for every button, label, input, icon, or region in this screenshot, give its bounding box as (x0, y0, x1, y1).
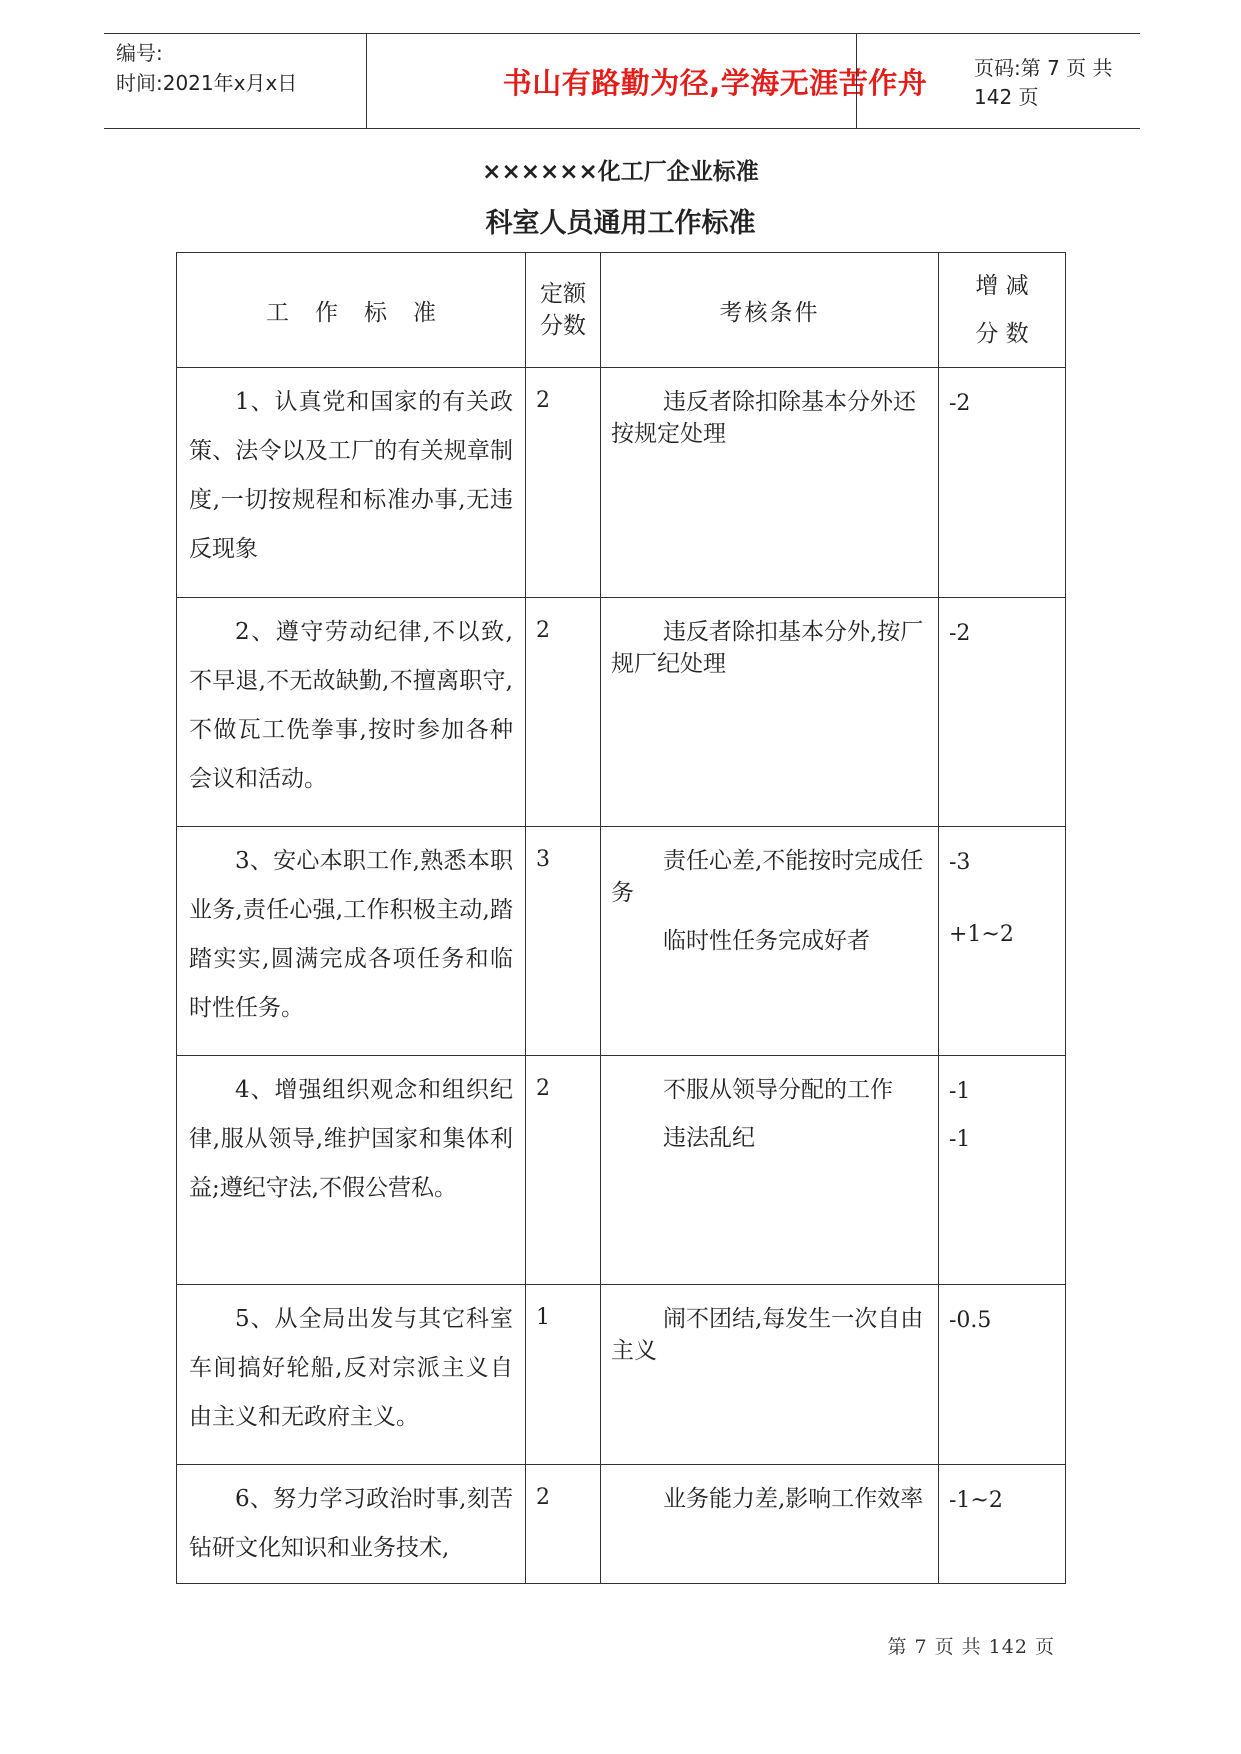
table-row (177, 1056, 1066, 1285)
table-row (177, 1465, 1066, 1584)
row-standard: 4、增强组织观念和组织纪律,服从领导,维护国家和集体利益;遵纪守法,不假公营私。 (177, 1056, 526, 1285)
row-standard: 3、安心本职工作,熟悉本职业务,责任心强,工作积极主动,踏踏实实,圆满完成各项任务和临时性任务。 (177, 827, 526, 1056)
row-score: 1 (526, 1285, 601, 1465)
table-row (177, 827, 1066, 1056)
table-row (177, 368, 1066, 598)
adjust-item: -2 (949, 621, 971, 646)
row-conditions (601, 1465, 939, 1584)
row-standard: 5、从全局出发与其它科室车间搞好轮船,反对宗派主义自由主义和无政府主义。 (177, 1285, 526, 1465)
header-divider (856, 34, 857, 128)
row-adjust (939, 1465, 1066, 1584)
row-conditions (601, 1056, 939, 1285)
header-work-standard: 工作标准 (177, 253, 526, 368)
row-conditions (601, 368, 939, 598)
row-conditions (601, 1285, 939, 1465)
adjust-item: -2 (949, 391, 971, 416)
row-adjust (939, 1285, 1066, 1465)
condition-item: 业务能力差,影响工作效率 (663, 1486, 924, 1512)
row-score: 2 (526, 1056, 601, 1285)
document-subtitle: ××××××化工厂企业标准 (482, 159, 759, 185)
page-header (104, 33, 1140, 129)
row-conditions (601, 598, 939, 827)
condition-item: 违法乱纪 (663, 1125, 755, 1151)
condition-item: 闹不团结,每发生一次自由主义 (611, 1306, 924, 1364)
adjust-item: -1 (949, 1079, 971, 1104)
adjust-item: -3 (949, 850, 971, 875)
header-meta (116, 38, 297, 98)
condition-item: 违反者除扣除基本分外还按规定处理 (611, 389, 916, 447)
condition-item: 不服从领导分配的工作 (663, 1077, 893, 1103)
header-assessment-conditions: 考核条件 (601, 253, 939, 368)
row-adjust (939, 598, 1066, 827)
row-score: 3 (526, 827, 601, 1056)
header-quota-score (526, 253, 601, 368)
row-adjust (939, 827, 1066, 1056)
row-score: 2 (526, 598, 601, 827)
adjust-item: -1~2 (949, 1488, 1003, 1513)
table-row (177, 1285, 1066, 1465)
header-adjust-line1: 增 减 (975, 273, 1029, 299)
header-quota-line1: 定额 (540, 281, 586, 307)
table-row (177, 598, 1066, 827)
table-header-row (177, 253, 1066, 368)
row-score: 2 (526, 1465, 601, 1584)
header-divider (366, 34, 367, 128)
header-adjust-line2: 分 数 (975, 321, 1029, 347)
row-adjust (939, 1056, 1066, 1285)
document-time-label: 时间:2021年x月x日 (116, 71, 298, 95)
page-footer: 第 7 页 共 142 页 (887, 1636, 1055, 1658)
condition-item: 临时性任务完成好者 (663, 928, 870, 954)
document-number-label: 编号: (116, 41, 163, 65)
row-standard: 1、认真党和国家的有关政策、法令以及工厂的有关规章制度,一切按规程和标准办事,无违反现象 (177, 368, 526, 598)
standards-table (176, 252, 1066, 1584)
row-standard: 6、努力学习政治时事,刻苦钻研文化知识和业务技术, (177, 1465, 526, 1584)
row-adjust (939, 368, 1066, 598)
row-standard: 2、遵守劳动纪律,不以致,不早退,不无故缺勤,不擅离职守,不做瓦工侁拳事,按时参加各种会议和活动。 (177, 598, 526, 827)
document-title: 科室人员通用工作标准 (485, 208, 756, 239)
header-motto: 书山有路勤为径,学海无涯苦作舟 (502, 65, 928, 100)
header-adjust-score (939, 253, 1066, 368)
condition-item: 责任心差,不能按时完成任务 (611, 848, 924, 906)
adjust-item: -1 (949, 1127, 971, 1152)
condition-item: 违反者除扣基本分外,按厂规厂纪处理 (611, 619, 924, 677)
adjust-item: +1~2 (949, 922, 1014, 947)
row-score: 2 (526, 368, 601, 598)
row-conditions (601, 827, 939, 1056)
header-quota-line2: 分数 (540, 313, 586, 339)
header-page-info: 页码:第 7 页 共 142 页 (974, 56, 1113, 109)
adjust-item: -0.5 (949, 1308, 992, 1333)
